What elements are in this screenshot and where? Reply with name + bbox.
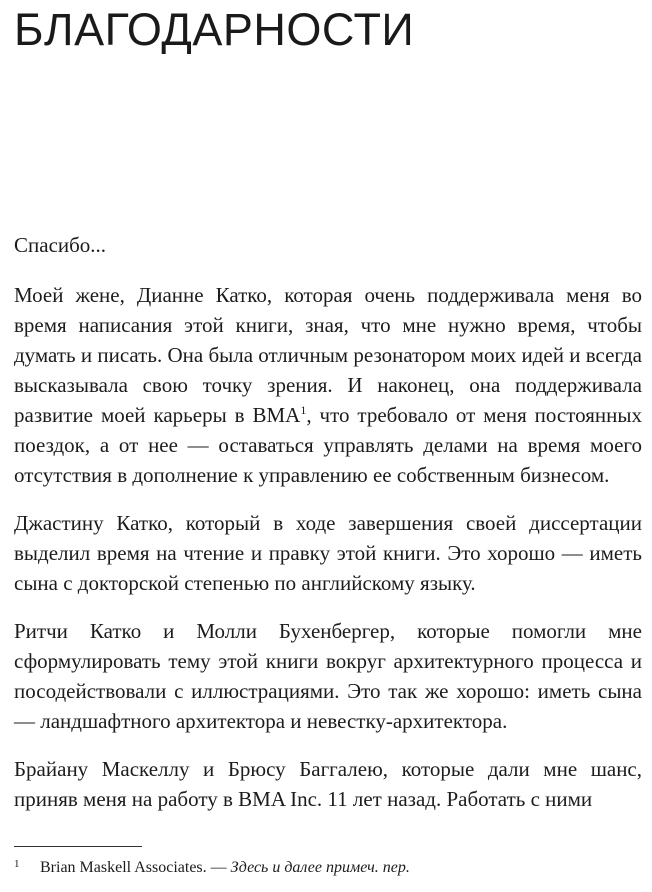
footnote-divider [14, 846, 142, 847]
paragraph-wife-part-2: , что требовало от меня постоянных поездок, а от нее — оставаться управлять делами на время моего отсутствия в дополнение к управлению ее собственным бизнесом. [14, 403, 642, 487]
opening-line: Спасибо... [14, 233, 107, 257]
body-text [14, 230, 642, 832]
footnote-translator-note: Здесь и далее примеч. пер. [230, 859, 410, 876]
paragraph-justin: Джастину Катко, который в ходе завершения своей диссертации выделил время на чтение и правку этой книги. Это хорошо — иметь сына с докторской степенью по английскому языку. [14, 511, 642, 595]
footnote-text: Brian Maskell Associates. — [40, 859, 231, 876]
footnote: 1 Brian Maskell Associates. — Здесь и далее примеч. пер. [14, 858, 410, 876]
paragraph-brian: Брайану Маскеллу и Брюсу Баггалею, которые дали мне шанс, приняв меня на работу в BMA Inc. 11 лет назад. Работать с ними [14, 757, 642, 811]
page-title: БЛАГОДАРНОСТИ [14, 4, 415, 55]
paragraph-wife [14, 280, 642, 490]
paragraph-ritchie: Ритчи Катко и Молли Бухенбергер, которые помогли мне сформулировать тему этой книги вокруг архитектурного процесса и посодействовали с иллюстрациями. Это так же хорошо: иметь сына — ландшафтного архитектора и невестку-архитектора. [14, 619, 642, 733]
footnote-reference[interactable]: 1 [300, 403, 307, 417]
paragraph-wife-part-1: Моей жене, Дианне Катко, которая очень поддерживала меня во время написания этой книги, зная, что мне нужно время, чтобы думать и писать. Она была отличным резонатором моих идей и всегда высказывала свою точку зрения. И наконец, она поддерживала развитие моей карьеры в BMA [14, 283, 642, 427]
